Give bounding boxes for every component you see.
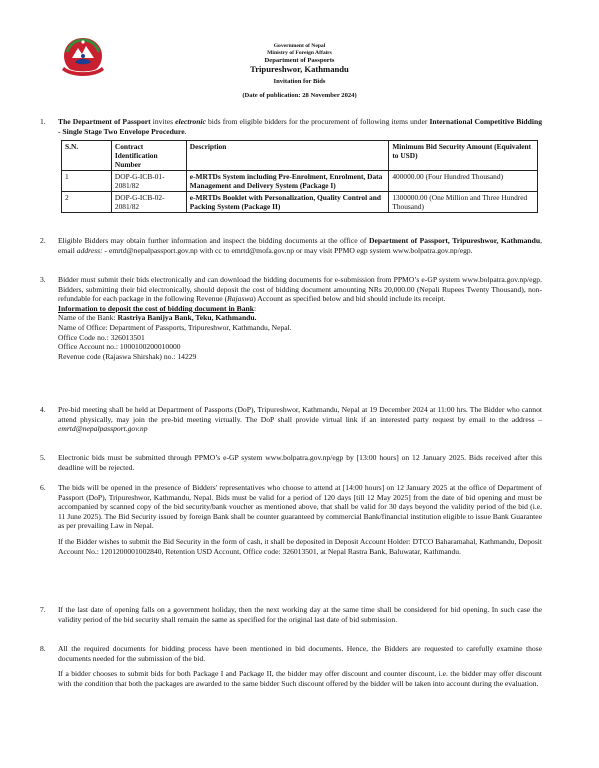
item-number: 2. [40, 236, 46, 245]
revenue-code: Revenue code (Rajaswa Shirshak) no.: 14229 [58, 351, 197, 361]
item-2-office: Department of Passport, Tripureshwor, Kathmandu [369, 236, 541, 245]
bank-info-heading: Information to deposit the cost of bidding document in Bank [58, 303, 254, 313]
header-sn: S.N. [62, 141, 112, 171]
table-header-row [62, 141, 538, 171]
table-row [62, 192, 538, 213]
item-1-electronic: electronic [175, 117, 206, 126]
item-1-end: . [184, 126, 187, 136]
header-contract-id: Contract Identification Number [111, 141, 186, 171]
bank-info-colon: : [254, 303, 257, 313]
item-5 [40, 453, 542, 472]
header-government: Government of Nepal [273, 43, 326, 49]
cell-description: e-MRTDs System including Pre-Enrolment, Enrolment, Data Management and Delivery System (Package I) [186, 171, 389, 192]
item-2-text-2: , email [58, 236, 542, 255]
item-8-paragraph-2: If a bidder chooses to submit bids for both Package I and Package II, the bidder may offer discount and counter discount, i.e. the bidder may offer discount with the condition that both the packages are awarded to the same bidder Such discount offered by the bidder will be taken into account during the evaluation. [58, 669, 542, 688]
item-3 [40, 275, 542, 361]
header-location: Tripureshwor, Kathmandu [250, 64, 349, 74]
item-5-text: Electronic bids must be submitted through PPMO’s e-GP system www.bolpatra.gov.np/egp by [13:00 hours] on 12 January 2025. Bids received after this deadline will be rejected. [58, 453, 542, 472]
cell-description: e-MRTDs Booklet with Personalization, Quality Control and Packing System (Package II) [186, 192, 389, 213]
item-number: 8. [40, 644, 46, 653]
item-3-rajaswa: Rajaswa [227, 294, 254, 304]
item-2-email: - emrtd@nepalpassport.gov.np with cc to emrtd@mofa.gov.np or may visit PPMO egp system www.bolpatra.gov.np/egp. [102, 245, 473, 255]
bank-name-value: Rastriya Banijya Bank, Teku, Kathmandu. [117, 313, 257, 323]
cell-amount: 400000.00 (Four Hundred Thousand) [389, 171, 538, 192]
item-1-procedure: International Competitive Bidding - Single Stage Two Envelope Procedure [58, 117, 543, 136]
item-4 [40, 405, 542, 434]
item-number: 6. [40, 483, 46, 492]
office-account: Office Account no.: 1000100200010000 [58, 342, 181, 352]
item-7-text: If the last date of opening falls on a government holiday, then the next working day at the same time shall be considered for bid opening. In such case the validity period of the bid security shall remain the same as specified for the original last date of bid submission. [58, 605, 542, 624]
item-6 [40, 483, 542, 556]
item-1-text-2: bids from eligible bidders for the procurement of following items under [205, 117, 430, 126]
office-code: Office Code no.: 326013501 [58, 332, 145, 342]
item-number: 4. [40, 405, 46, 414]
item-1 [40, 117, 543, 136]
item-7 [40, 605, 542, 624]
item-6-paragraph-1: The bids will be opened in the presence of Bidders' representatives who choose to attend at [14:00 hours] on 12 January 2025 at the office of Department of Passport (DoP), Tripureshwor, Kathmandu, Nepal. Bids must be valid for a period of 120 days [till 12 May 2025] from the date of bid opening and must be accompanied by scanned copy of the bid security/bank voucher as mentioned above, that shall be valid for 30 days beyond the validity period of the bid (i.e. 11 June 2025). The Bid Security issued by foreign Bank shall be counter guaranteed by commercial Bank/financial institution eligible to issue Bank Guarantee as per prevailing Law in Nepal. [58, 483, 542, 531]
procurement-table [61, 140, 538, 213]
item-number: 3. [40, 275, 46, 284]
item-number: 5. [40, 453, 46, 462]
header-block [0, 43, 599, 99]
cell-sn: 1 [62, 171, 112, 192]
publication-date: (Date of publication: 28 November 2024) [242, 92, 357, 99]
item-2-address-label: address: [76, 245, 103, 255]
cell-contract-id: DOP-G-ICB-02-2081/82 [111, 192, 186, 213]
item-8 [40, 644, 542, 688]
item-2-text: Eligible Bidders may obtain further information and inspect the bidding documents at the office of [58, 236, 369, 245]
header-ministry: Ministry of Foreign Affairs [267, 50, 332, 56]
cell-amount: 1300000.00 (One Million and Three Hundred Thousand) [389, 192, 538, 213]
item-number: 7. [40, 605, 46, 614]
item-number: 1. [40, 117, 46, 126]
table-row [62, 171, 538, 192]
bank-name-label: Name of the Bank: [58, 313, 118, 323]
item-8-paragraph-1: All the required documents for bidding process have been mentioned in bid documents. Hence, the Bidders are requested to carefully examine those documents needed for the submission of the bid. [58, 644, 542, 663]
header-description: Description [186, 141, 389, 171]
item-2 [40, 236, 542, 255]
office-name: Name of Office: Department of Passports, Tripureshwor, Kathmandu, Nepal. [58, 322, 292, 332]
item-3-text-2: ) Account as specified below and bid should include its receipt. [253, 294, 446, 304]
document-title: Invitation for Bids [273, 78, 326, 85]
header-department: Department of Passports [264, 57, 335, 64]
item-4-email: emrtd@nepalpassport.gov.np [58, 424, 148, 434]
header-bid-security: Minimum Bid Security Amount (Equivalent to USD) [389, 141, 538, 171]
item-3-text: Bidder must submit their bids electronically and can download the bidding documents for e-submission from PPMO’s e-GP system www.bolpatra.gov.np/egp. Bidders, submitting their bid electronically, should deposit the cost of bidding document amounting NRs 20,000.00 (Nepali Rupees Twenty Thousand), non-refundable for each package in the following Revenue ( [58, 275, 542, 304]
item-1-department: The Department of Passport [58, 117, 151, 126]
cell-contract-id: DOP-G-ICB-01-2081/82 [111, 171, 186, 192]
item-1-text: invites [150, 117, 176, 126]
cell-sn: 2 [62, 192, 112, 213]
item-6-paragraph-2: If the Bidder wishes to submit the Bid Security in the form of cash, it shall be deposited in Deposit Account Holder: DTCO Baharamahal, Kathmandu, Deposit Account No.: 1201200001002840, Retention USD Account, Office code: 326013501, at Nepal Rastra Bank, Baluwatar, Kathmandu. [58, 536, 542, 556]
item-4-text: Pre-bid meeting shall be held at Department of Passports (DoP), Tripureshwor, Kathmandu, Nepal at 19 December 2024 at 11:00 hrs. The Bidder who cannot attend physically, may join the pre-bid meeting virtually. The DoP shall provide virtual link if an interested party request by email to the address – [58, 405, 542, 424]
